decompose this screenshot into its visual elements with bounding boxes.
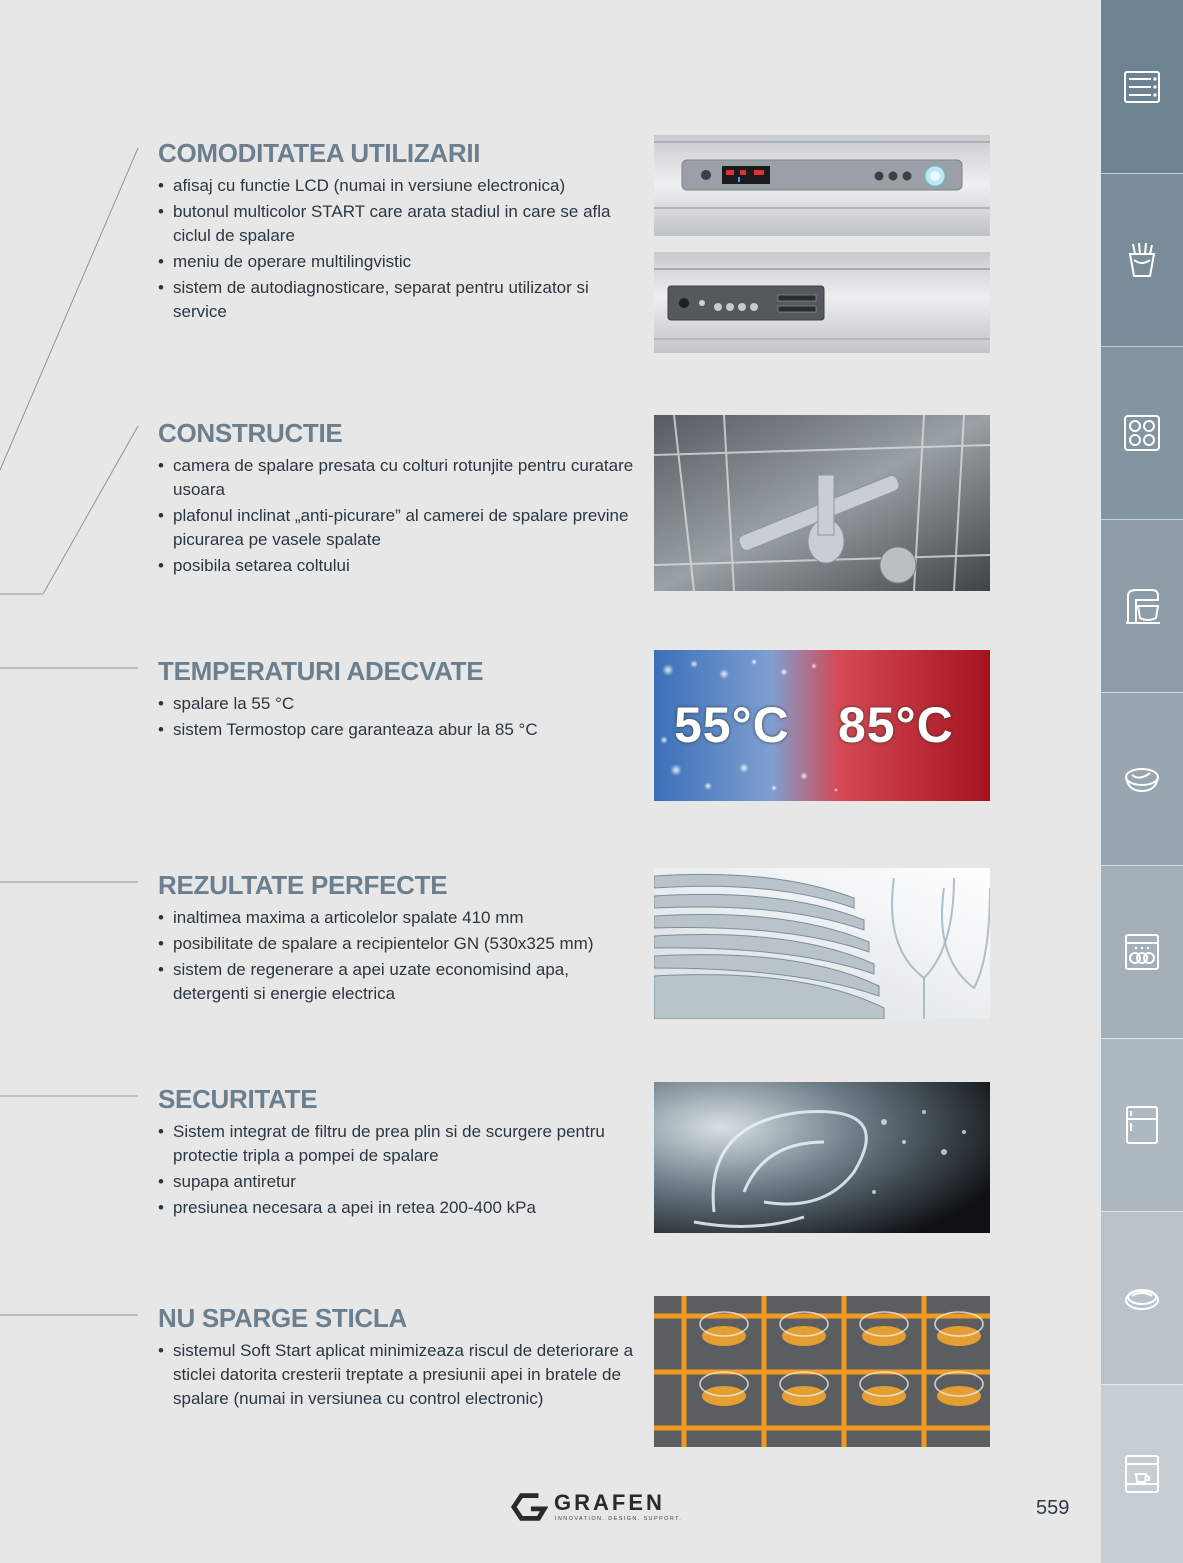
- bullet-list: [158, 174, 638, 324]
- sidebar-tab-coffee[interactable]: [1101, 1384, 1183, 1563]
- mixer-icon: [1122, 586, 1162, 626]
- list-item: • sistem de autodiagnosticare, separat pentru utilizator si service: [158, 276, 638, 324]
- list-item: • meniu de operare multilingvistic: [158, 250, 638, 274]
- list-item: • posibila setarea coltului: [158, 554, 638, 578]
- decorative-lines: [0, 0, 160, 1563]
- bullet-list: [158, 454, 638, 578]
- bullet-list: [158, 1339, 638, 1411]
- section-title: CONSTRUCTIE: [158, 418, 343, 448]
- section-comoditatea: [158, 138, 638, 326]
- sidebar-tab-bowls[interactable]: [1101, 692, 1183, 865]
- list-item: • sistemul Soft Start aplicat minimizeaza riscul de deteriorare a sticlei datorita cresterii treptate a presiunii apei in bratele de spalare (numai in versiunea cu control electronic): [158, 1339, 638, 1411]
- list-item: • spalare la 55 °C: [158, 692, 638, 716]
- section-title: COMODITATEA UTILIZARII: [158, 138, 481, 168]
- list-item: • sistem Termostop care garanteaza abur la 85 °C: [158, 718, 638, 742]
- list-item: • butonul multicolor START care arata stadiul in care se afla ciclul de spalare: [158, 200, 638, 248]
- list-item: • supapa antiretur: [158, 1170, 638, 1194]
- bowl-icon: [1122, 759, 1162, 799]
- list-item: • plafonul inclinat „anti-picurare” al camerei de spalare previne picurarea pe vasele spalate: [158, 504, 638, 552]
- coffee-machine-icon: [1122, 1454, 1162, 1494]
- grafen-logo-icon: [510, 1488, 548, 1526]
- cooktop-icon: [1122, 413, 1162, 453]
- control-panel-lcd-photo: [654, 135, 990, 236]
- category-sidebar: [1101, 0, 1183, 1563]
- bullet-list: [158, 1120, 638, 1220]
- brand-name: GRAFEN: [554, 1490, 665, 1515]
- control-panel-buttons-photo: [654, 252, 990, 353]
- wash-chamber-photo: [654, 415, 990, 591]
- list-item: • posibilitate de spalare a recipientelor GN (530x325 mm): [158, 932, 638, 956]
- section-securitate: [158, 1084, 638, 1222]
- section-title: REZULTATE PERFECTE: [158, 870, 448, 900]
- list-item: • presiunea necesara a apei in retea 200-400 kPa: [158, 1196, 638, 1220]
- list-item: • camera de spalare presata cu colturi rotunjite pentru curatare usoara: [158, 454, 638, 502]
- water-splash-photo: [654, 1082, 990, 1233]
- sidebar-tab-dishwashers[interactable]: [1101, 865, 1183, 1038]
- sidebar-tab-mixers[interactable]: [1101, 519, 1183, 692]
- temperature-high-label: 85°C: [838, 697, 954, 753]
- section-temperaturi: [158, 656, 638, 744]
- list-item: • inaltimea maxima a articolelor spalate 410 mm: [158, 906, 638, 930]
- sidebar-tab-tableware[interactable]: [1101, 1211, 1183, 1384]
- section-title: SECURITATE: [158, 1084, 318, 1114]
- section-title: TEMPERATURI ADECVATE: [158, 656, 484, 686]
- fries-icon: [1122, 240, 1162, 280]
- list-item: • afisaj cu functie LCD (numai in versiune electronica): [158, 174, 638, 198]
- glasses-rack-photo: [654, 1296, 990, 1447]
- plates-glasses-photo: [654, 868, 990, 1019]
- grafen-logo: [510, 1486, 683, 1526]
- oven-icon: [1122, 67, 1162, 107]
- brand-tagline: INNOVATION. DESIGN. SUPPORT.: [555, 1516, 683, 1522]
- sidebar-tab-fryers[interactable]: [1101, 173, 1183, 346]
- dishwasher-icon: [1122, 932, 1162, 972]
- bullet-list: [158, 906, 638, 1006]
- page-number: 559: [1036, 1497, 1070, 1519]
- section-title: NU SPARGE STICLA: [158, 1303, 407, 1333]
- section-constructie: [158, 418, 638, 580]
- list-item: • sistem de regenerare a apei uzate economisind apa, detergenti si energie electrica: [158, 958, 638, 1006]
- fridge-icon: [1122, 1105, 1162, 1145]
- sidebar-tab-ovens[interactable]: [1101, 0, 1183, 173]
- bullet-list: [158, 692, 638, 742]
- section-nu-sparge: [158, 1303, 638, 1413]
- temperature-photo: [654, 650, 990, 801]
- temperature-low-label: 55°C: [674, 697, 790, 753]
- plate-icon: [1122, 1278, 1162, 1318]
- list-item: • Sistem integrat de filtru de prea plin si de scurgere pentru protectie tripla a pompei de spalare: [158, 1120, 638, 1168]
- section-rezultate: [158, 870, 638, 1008]
- sidebar-tab-refrigeration[interactable]: [1101, 1038, 1183, 1211]
- sidebar-tab-cooktops[interactable]: [1101, 346, 1183, 519]
